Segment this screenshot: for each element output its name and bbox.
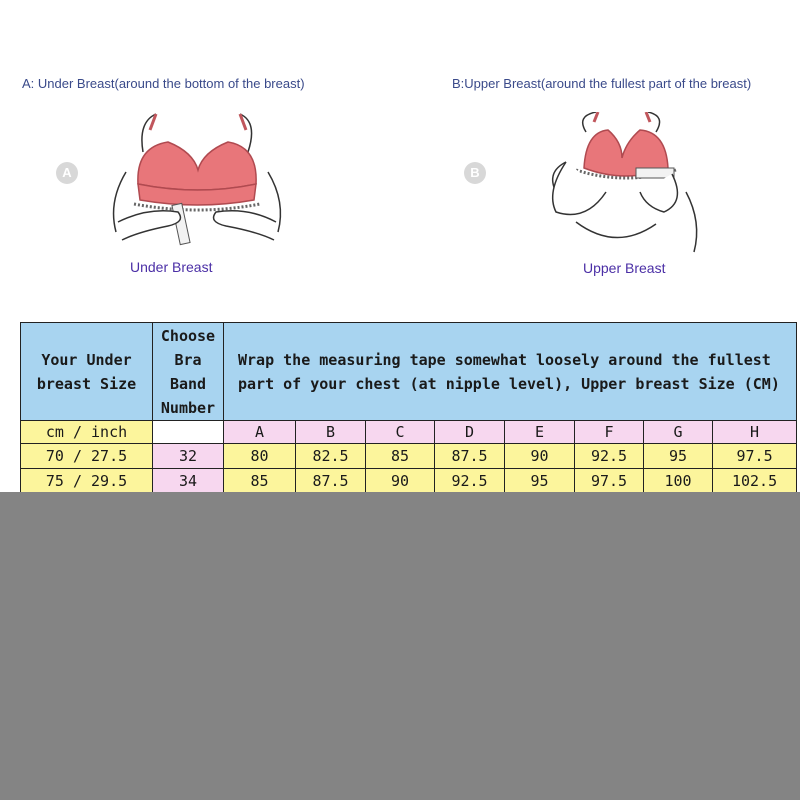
size-cell: 82.5: [296, 444, 366, 469]
under-size-header-line-1: Your Under: [41, 350, 132, 369]
band-header-line-2: Bra: [174, 350, 202, 369]
table-row: [21, 469, 797, 494]
cup-h: H: [713, 421, 797, 444]
size-cell: 95: [644, 444, 713, 469]
band-header: [153, 323, 224, 421]
size-cell: 95: [505, 469, 575, 494]
under-breast-illustration: [108, 112, 288, 260]
size-cell: 92.5: [435, 469, 505, 494]
under-breast-label: Under Breast: [130, 259, 213, 275]
size-cell: 87.5: [435, 444, 505, 469]
step-a-badge: A: [56, 162, 78, 184]
size-cell: 80: [224, 444, 296, 469]
size-cell: 87.5: [296, 469, 366, 494]
upper-breast-label: Upper Breast: [583, 260, 666, 276]
band-header-line-3: Band: [169, 374, 207, 393]
upper-breast-illustration: [536, 112, 706, 262]
size-cell: 85: [366, 444, 435, 469]
band-cell: 34: [153, 469, 224, 494]
cup-a: A: [224, 421, 296, 444]
instruction-line-1: Wrap the measuring tape somewhat loosely around the fullest: [238, 350, 771, 369]
size-chart-table: [20, 322, 797, 494]
size-cell: 97.5: [575, 469, 644, 494]
instruction-header: [224, 323, 797, 421]
step-b-badge: B: [464, 162, 486, 184]
size-cell: 90: [366, 469, 435, 494]
size-cell: 102.5: [713, 469, 797, 494]
band-header-line-4: Number: [160, 398, 216, 417]
size-cell: 97.5: [713, 444, 797, 469]
under-size-header-line-2: breast Size: [36, 374, 137, 393]
under-size-header: [21, 323, 153, 421]
size-cell: 85: [224, 469, 296, 494]
band-header-line-1: Choose: [160, 326, 216, 345]
under-size-cell: 70 / 27.5: [21, 444, 153, 469]
table-row: [21, 444, 797, 469]
unit-band-blank: [153, 421, 224, 444]
cup-row: [21, 421, 797, 444]
caption-under-breast: A: Under Breast(around the bottom of the breast): [22, 76, 305, 91]
cup-f: F: [575, 421, 644, 444]
cup-e: E: [505, 421, 575, 444]
cup-g: G: [644, 421, 713, 444]
cup-c: C: [366, 421, 435, 444]
cup-d: D: [435, 421, 505, 444]
band-cell: 32: [153, 444, 224, 469]
size-cell: 92.5: [575, 444, 644, 469]
unit-label: cm / inch: [21, 421, 153, 444]
caption-upper-breast: B:Upper Breast(around the fullest part of the breast): [452, 76, 752, 91]
cup-b: B: [296, 421, 366, 444]
instruction-line-2: part of your chest (at nipple level), Upper breast Size (CM): [238, 374, 780, 393]
under-size-cell: 75 / 29.5: [21, 469, 153, 494]
gray-overlay: [0, 492, 800, 800]
size-cell: 100: [644, 469, 713, 494]
size-cell: 90: [505, 444, 575, 469]
